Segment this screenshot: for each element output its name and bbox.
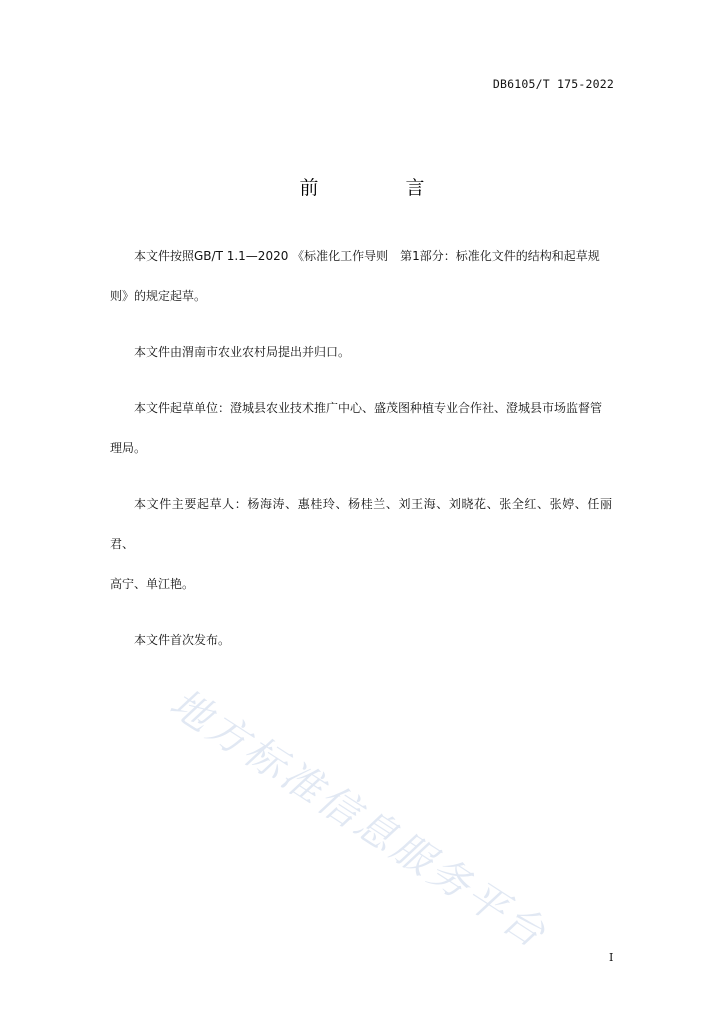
paragraph-first-release — [110, 620, 612, 660]
page-number: I — [609, 951, 614, 964]
paragraph-drafters — [110, 484, 612, 604]
paragraph-line: 本文件起草单位：澄城县农业技术推广中心、盛茂图种植专业合作社、澄城县市场监督管 — [134, 401, 603, 415]
standard-code: DB6105/T 175-2022 — [492, 77, 614, 91]
paragraph-line: 本文件主要起草人：杨海涛、惠桂玲、杨桂兰、刘王海、刘晓花、张全红、张婷、任丽君、 — [110, 497, 612, 551]
paragraph-proposer — [110, 332, 612, 372]
paragraph-line: 高宁、单江艳。 — [110, 577, 195, 591]
paragraph-line: 则》的规定起草。 — [110, 289, 207, 303]
paragraph-line: 本文件由渭南市农业农村局提出并归口。 — [134, 345, 351, 359]
watermark: 地方标准信息服务平台 — [161, 680, 556, 959]
paragraph-line: 理局。 — [110, 441, 147, 455]
page-title: 前 言 — [299, 176, 459, 199]
paragraph-drafting-basis — [110, 236, 612, 316]
body-text — [110, 236, 612, 676]
paragraph-line: 本文件按照GB/T 1.1—2020 《标准化工作导则 第1部分：标准化文件的结构和起草规 — [134, 249, 600, 263]
paragraph-drafting-units — [110, 388, 612, 468]
paragraph-line: 本文件首次发布。 — [134, 633, 231, 647]
